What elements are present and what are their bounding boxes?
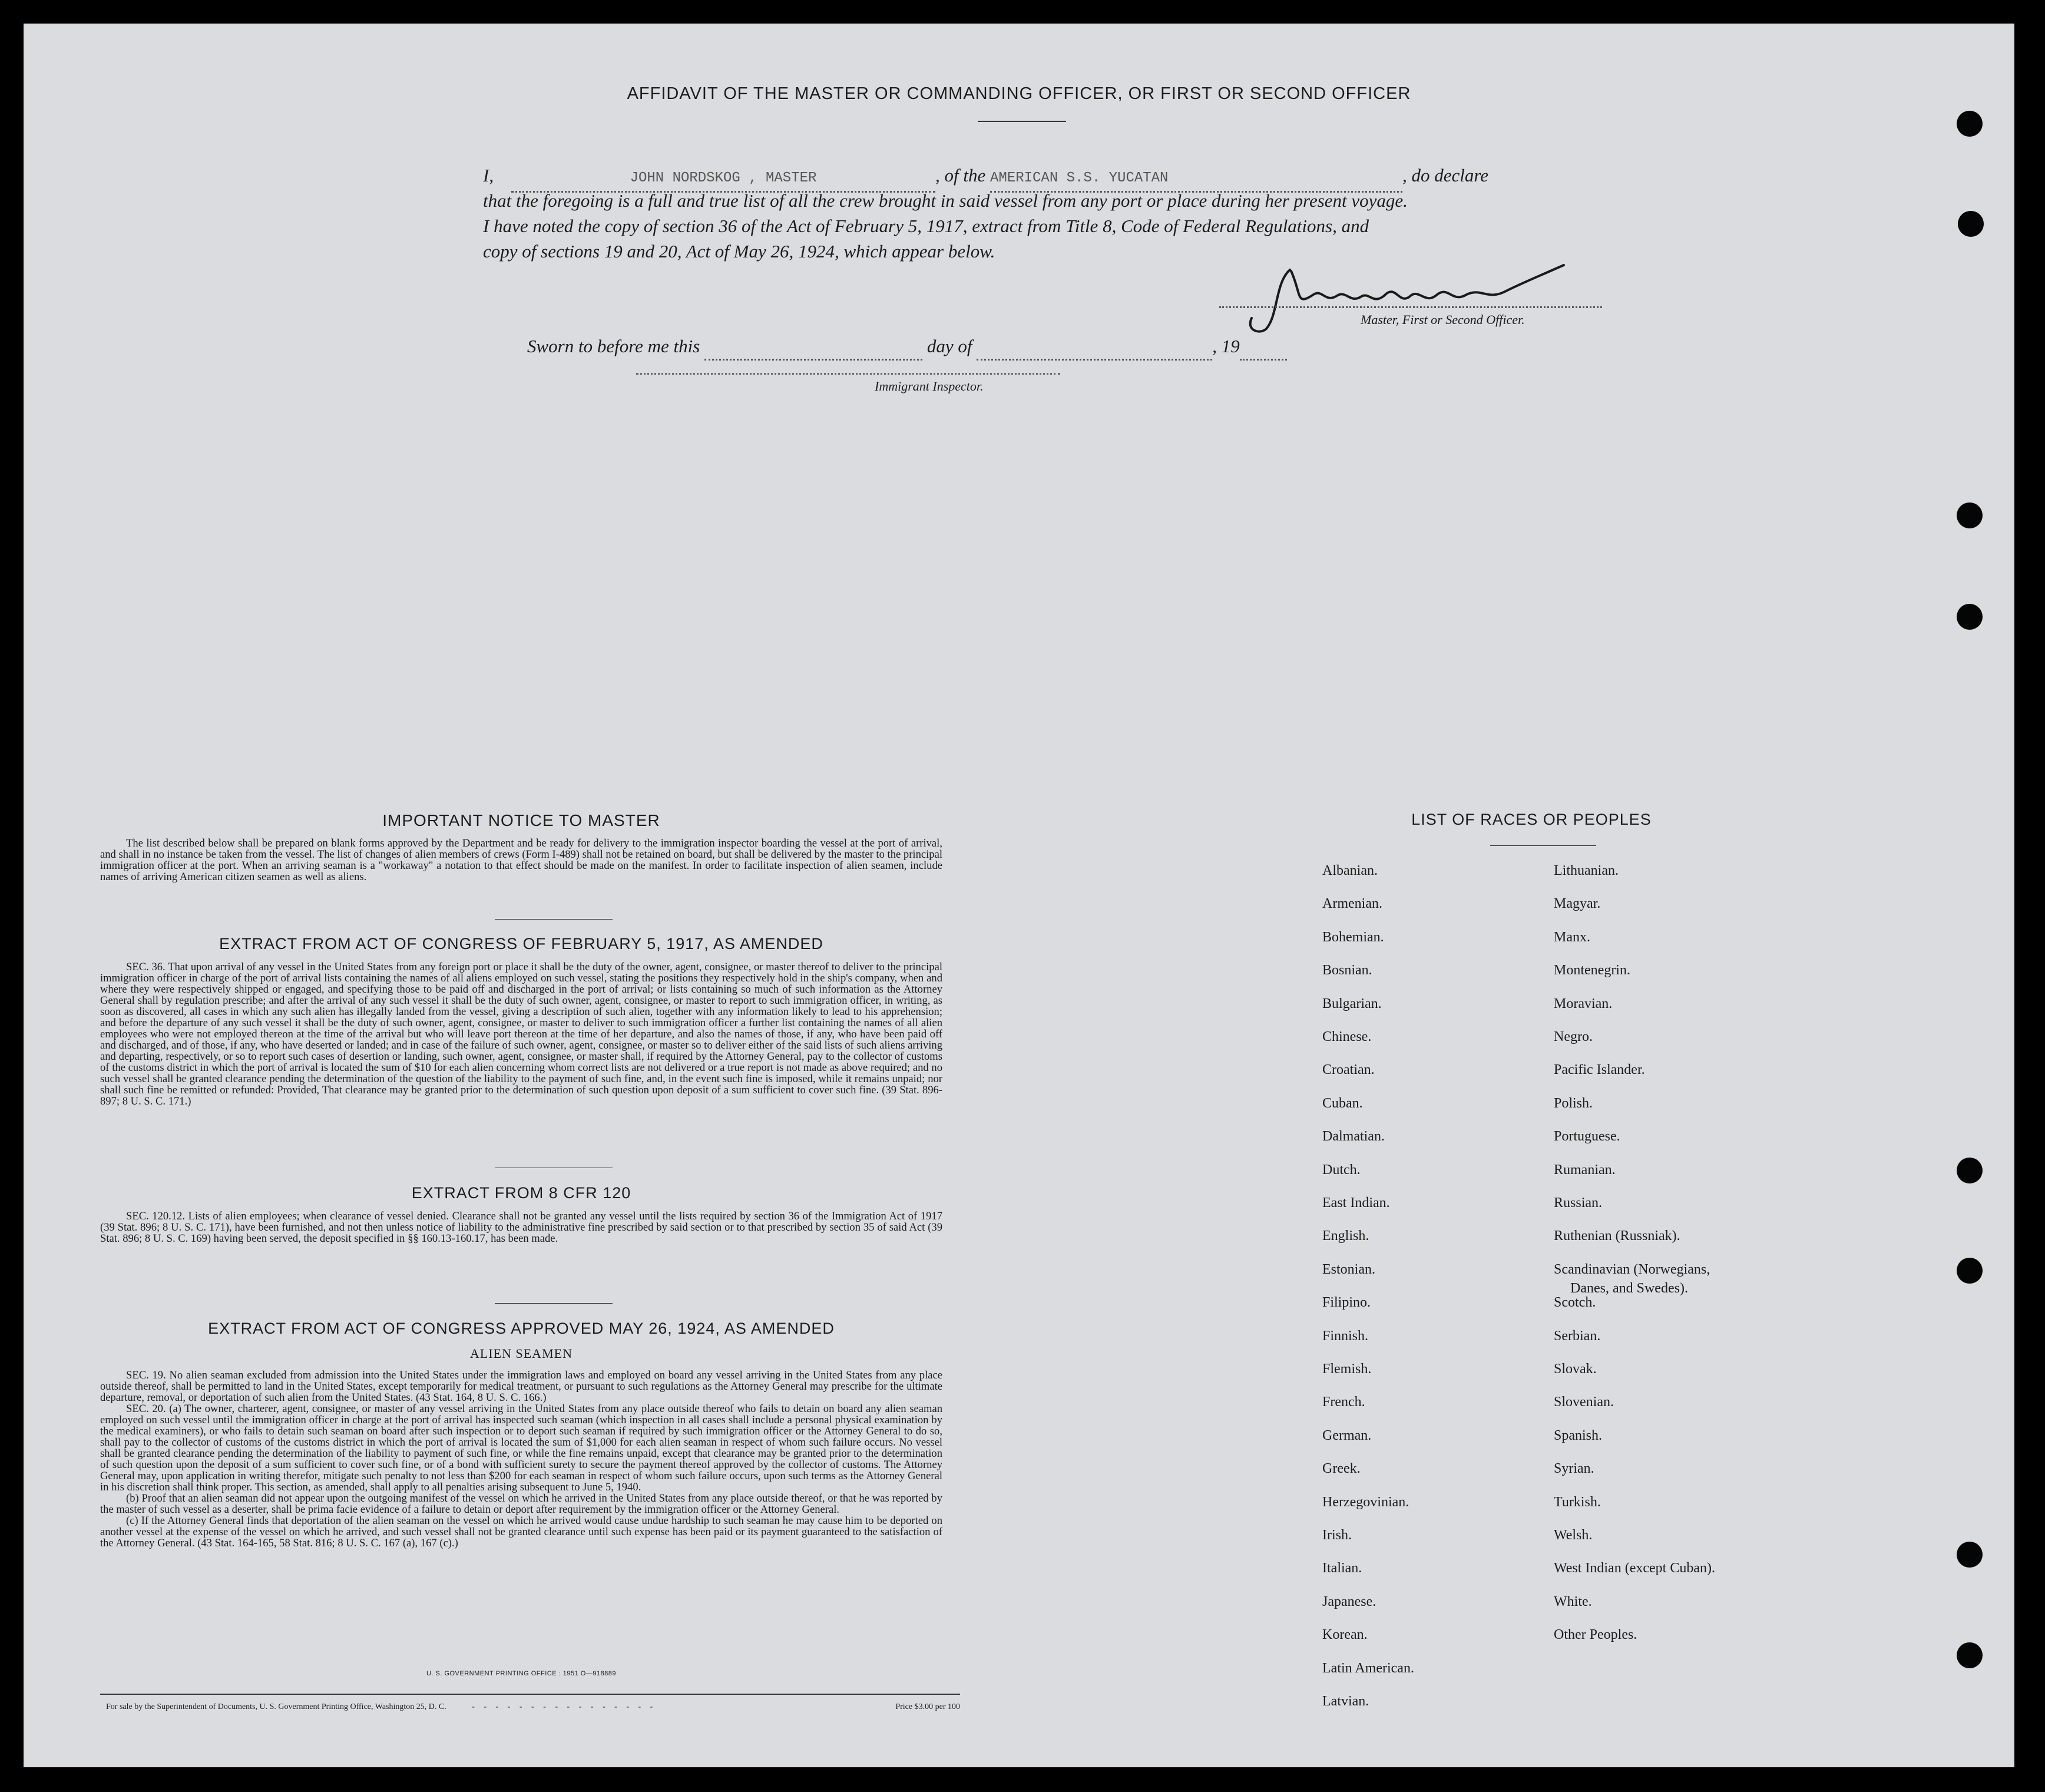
binder-hole	[1957, 111, 1983, 137]
race-item: Slovak.	[1554, 1361, 1597, 1377]
inspector-signature-line	[636, 373, 1060, 375]
binder-hole	[1957, 502, 1983, 528]
race-item: Turkish.	[1554, 1494, 1601, 1510]
notice-paragraph: The list described below shall be prepared on blank forms approved by the Department and be ready for delivery to the immigration inspector boarding the vessel at the port of arrival, and shall in no instance be taken from the vessel. The list of changes of alien members of crews (Form I-489) shall not be retained on board, but shall be delivered by the master to the principal immigration officer at the port. When an arriving seaman is a "workaway" a notation to that effect should be made on the manifest. In order to facilitate inspection of alien seamen, include names of arriving American citizen seamen as well as aliens.	[100, 837, 942, 883]
notice-rule	[495, 919, 613, 920]
race-item: French.	[1322, 1394, 1365, 1410]
footer-line	[106, 1702, 960, 1712]
race-item: German.	[1322, 1427, 1372, 1443]
race-item: Chinese.	[1322, 1029, 1372, 1044]
race-item: Irish.	[1322, 1528, 1352, 1543]
sec-19-paragraph: SEC. 19. No alien seaman excluded from admission into the United States under the immigration laws and employed on board any vessel arriving in the United States from any place outside thereof, shall be permitted to land in the United States, except temporarily for medical treatment, or pursuant to such regulations as the Attorney General may prescribe for the ultimate departure, removal, or deportation of such alien from the United States. (43 Stat. 164, 8 U. S. C. 166.)	[100, 1369, 942, 1404]
affidavit-line-2: that the foregoing is a full and true list of all the crew brought in said vessel from any port or place during her present voyage.	[483, 190, 1408, 211]
inspector-caption: Immigrant Inspector.	[875, 379, 984, 394]
race-item: Pacific Islander.	[1554, 1062, 1645, 1078]
document-page	[24, 24, 2014, 1767]
race-item: Other Peoples.	[1554, 1627, 1637, 1643]
affidavit-line-4: copy of sections 19 and 20, Act of May 26, 1924, which appear below.	[483, 241, 995, 262]
race-item: Danes, and Swedes).	[1570, 1280, 1688, 1296]
of-the-text: , of the	[935, 165, 986, 186]
extract-1924-text	[100, 1370, 942, 1549]
race-item: Greek.	[1322, 1461, 1361, 1477]
extract-cfr-text	[100, 1211, 942, 1244]
race-item: Filipino.	[1322, 1295, 1371, 1311]
race-item: East Indian.	[1322, 1195, 1390, 1211]
race-item: Latvian.	[1322, 1694, 1369, 1709]
binder-hole	[1958, 211, 1984, 237]
alien-seamen-subtitle: ALIEN SEAMEN	[470, 1346, 573, 1361]
footer-rule	[100, 1694, 960, 1695]
race-item: Scotch.	[1554, 1295, 1596, 1311]
master-name-field: JOHN NORDSKOG , MASTER	[511, 166, 935, 193]
notice-title: IMPORTANT NOTICE TO MASTER	[382, 811, 660, 829]
race-item: Korean.	[1322, 1627, 1368, 1643]
race-item: Ruthenian (Russniak).	[1554, 1228, 1680, 1244]
affidavit-prefix: I,	[483, 165, 494, 186]
race-item: Dalmatian.	[1322, 1129, 1385, 1145]
race-item: Japanese.	[1322, 1593, 1376, 1609]
race-item: Italian.	[1322, 1560, 1362, 1576]
year-prefix: , 19	[1212, 336, 1240, 356]
race-item: Cuban.	[1322, 1095, 1363, 1111]
race-item: Finnish.	[1322, 1328, 1369, 1344]
race-item: Polish.	[1554, 1095, 1593, 1111]
do-declare-text: , do declare	[1402, 165, 1489, 186]
race-item: Negro.	[1554, 1029, 1593, 1044]
race-item: Syrian.	[1554, 1461, 1594, 1477]
signature-caption: Master, First or Second Officer.	[1361, 312, 1525, 327]
extract-1924-title: EXTRACT FROM ACT OF CONGRESS APPROVED MAY 26, 1924, AS AMENDED	[208, 1320, 835, 1337]
signature-line	[1219, 306, 1602, 308]
race-item: Estonian.	[1322, 1261, 1375, 1277]
extract-cfr-title: EXTRACT FROM 8 CFR 120	[411, 1184, 631, 1202]
footer-price: Price $3.00 per 100	[895, 1702, 960, 1711]
affidavit-title: AFFIDAVIT OF THE MASTER OR COMMANDING OFFICER, OR FIRST OR SECOND OFFICER	[627, 84, 1411, 103]
race-item: Magyar.	[1554, 896, 1601, 912]
race-item: Bosnian.	[1322, 963, 1372, 978]
race-item: Moravian.	[1554, 996, 1613, 1011]
race-item: Slovenian.	[1554, 1394, 1614, 1410]
race-item: Spanish.	[1554, 1427, 1603, 1443]
sec-20a-paragraph: SEC. 20. (a) The owner, charterer, agent, consignee, or master of any vessel arriving in the United States from any place outside thereof who fails to detain on board any alien seaman employed on such vessel until the immigration officer in charge at the port of arrival has inspected such seaman (which inspection in all cases shall include a personal physical examination by the medical examiners), or who fails to detain such seaman on board after such inspection or to deport such seaman if required by such immigration officer or the Attorney General to do so, shall pay to the collector of customs of the customs district in which the port of arrival is located the sum of $1,000 for each alien seaman in respect of whom such failure occurs. No vessel shall be granted clearance pending the determination of the liability to payment of such fine, or while the fine remains unpaid, except that clearance may be granted prior to the determination of such question upon the deposit of a sum sufficient to cover such fine, or of a bond with sufficient surety to secure the payment thereof approved by the collector of customs. The Attorney General may, upon application in writing therefor, mitigate such penalty to not less than $200 for each seaman in respect of whom such failure occurs, upon such terms as the Attorney General in his discretion shall think proper. This section, as amended, shall apply to all penalties arising subsequent to June 5, 1940.	[100, 1403, 942, 1493]
sec-20c-paragraph: (c) If the Attorney General finds that deportation of the alien seaman on the vessel on which he arrived would cause undue hardship to such seaman he may cause him to be deported on another vessel at the expense of the vessel on which he arrived, and such vessel shall not be granted clearance until such expense has been paid or its payment guaranteed to the satisfaction of the Attorney General. (43 Stat. 164-165, 58 Stat. 816; 8 U. S. C. 167 (a), 167 (c).)	[100, 1515, 942, 1549]
race-item: Bulgarian.	[1322, 996, 1382, 1011]
extract-cfr-rule	[495, 1303, 613, 1304]
race-item: Croatian.	[1322, 1062, 1375, 1078]
title-rule	[978, 121, 1066, 122]
race-item: Armenian.	[1322, 896, 1382, 912]
notice-text	[100, 838, 942, 882]
race-item: Montenegrin.	[1554, 963, 1630, 978]
sworn-prefix: Sworn to before me this	[527, 336, 700, 356]
extract-1917-text	[100, 961, 942, 1107]
vessel-name-field: AMERICAN S.S. YUCATAN	[990, 166, 1402, 193]
sec-36-paragraph: SEC. 36. That upon arrival of any vessel in the United States from any foreign port or place it shall be the duty of the owner, agent, consignee, or master thereof to deliver to the principal immigration officer in charge of the port of arrival lists containing the names of all aliens employed on such vessel, stating the positions they respectively hold in the ship's company, when and where they were respectively shipped or engaged, and specifying those to be paid off and discharged in the port of arrival; or lists containing so much of such information as the Attorney General shall by regulation prescribe; and after the arrival of any such vessel it shall be the duty of such owner, agent, consignee, or master to report to such immigration officer, in writing, as soon as discovered, all cases in which any such alien has illegally landed from the vessel, giving a description of such alien, together with any information likely to lead to his apprehension; and before the departure of any such vessel it shall be the duty of such owner, agent, consignee, or master to deliver to such immigration officer a further list containing the names of all alien employees who were not employed thereon at the time of the arrival but who will leave port thereon at the time of her departure, and also the names of those, if any, who have been paid off and discharged, and of those, if any, who have deserted or landed; and in case of the failure of such owner, agent, consignee, or master so to deliver either of the said lists of such aliens arriving and departing, respectively, or so to report such cases of desertion or landing, such owner, agent, consignee, or master shall, if required by the Attorney General, pay to the collector of customs of the customs district in which the port of arrival is located the sum of $10 for each alien concerning whom correct lists are not delivered or a true report is not made as above required; and no such vessel shall be granted clearance pending the determination of the question of the liability to the payment of such fine, and, in the event such fine is imposed, while it remains unpaid; nor shall such fine be remitted or refunded: Provided, That clearance may be granted prior to the determination of such question upon deposit of a sum sufficient to cover such fine. (39 Stat. 896-897; 8 U. S. C. 171.)	[100, 961, 943, 1107]
race-item: Latin American.	[1322, 1660, 1414, 1676]
races-rule	[1490, 845, 1596, 846]
footer-sale-text: For sale by the Superintendent of Documents, U. S. Government Printing Office, Washington 25, D. C.	[106, 1702, 446, 1711]
race-item: English.	[1322, 1228, 1369, 1244]
binder-hole	[1957, 1258, 1983, 1284]
extract-1917-title: EXTRACT FROM ACT OF CONGRESS OF FEBRUARY 5, 1917, AS AMENDED	[219, 935, 823, 953]
sworn-line	[527, 333, 1352, 361]
race-item: Portuguese.	[1554, 1129, 1620, 1145]
binder-hole	[1957, 1542, 1983, 1568]
race-item: Scandinavian (Norwegians,	[1554, 1261, 1710, 1277]
race-item: Rumanian.	[1554, 1162, 1616, 1178]
races-title: LIST OF RACES OR PEOPLES	[1411, 811, 1652, 828]
race-item: Herzegovinian.	[1322, 1494, 1409, 1510]
footer-dashes: - - - - - - - - - - - - - - - -	[472, 1702, 657, 1711]
binder-hole	[1957, 604, 1983, 630]
race-item: Russian.	[1554, 1195, 1603, 1211]
sworn-day-field	[704, 333, 922, 361]
race-item: Flemish.	[1322, 1361, 1372, 1377]
race-item: West Indian (except Cuban).	[1554, 1560, 1715, 1576]
binder-hole	[1957, 1158, 1983, 1183]
race-item: Lithuanian.	[1554, 863, 1619, 878]
day-of-text: day of	[926, 336, 972, 356]
race-item: Bohemian.	[1322, 929, 1384, 945]
gpo-imprint: U. S. GOVERNMENT PRINTING OFFICE : 1951 O—918889	[426, 1670, 617, 1677]
binder-hole	[1957, 1642, 1983, 1668]
race-item: Albanian.	[1322, 863, 1378, 878]
affidavit-line-3: I have noted the copy of section 36 of the Act of February 5, 1917, extract from Title 8, Code of Federal Regulations, and	[483, 216, 1369, 236]
race-item: Manx.	[1554, 929, 1590, 945]
race-item: White.	[1554, 1593, 1592, 1609]
sec-20b-paragraph: (b) Proof that an alien seaman did not appear upon the outgoing manifest of the vessel on which he arrived in the United States from any place outside thereof, or that he was reported by the master of such vessel as a deserter, shall be prima facie evidence of a failure to detain or deport after requirement by the immigration officer or the Attorney General.	[100, 1492, 942, 1516]
race-item: Serbian.	[1554, 1328, 1601, 1344]
race-item: Dutch.	[1322, 1162, 1361, 1178]
sworn-year-field	[1240, 333, 1287, 361]
race-item: Welsh.	[1554, 1528, 1593, 1543]
sworn-month-field	[977, 333, 1212, 361]
sec-120-12-paragraph: SEC. 120.12. Lists of alien employees; when clearance of vessel denied. Clearance shall not be granted any vessel until the lists required by section 36 of the Immigration Act of 1917 (39 Stat. 896; 8 U. S. C. 171), have been furnished, and not then unless notice of liability to the administrative fine prescribed by said section or to that prescribed by section 35 of said Act (39 Stat. 896; 8 U. S. C. 169) having been served, the deposit specified in §§ 160.13-160.17, has been made.	[100, 1210, 942, 1245]
